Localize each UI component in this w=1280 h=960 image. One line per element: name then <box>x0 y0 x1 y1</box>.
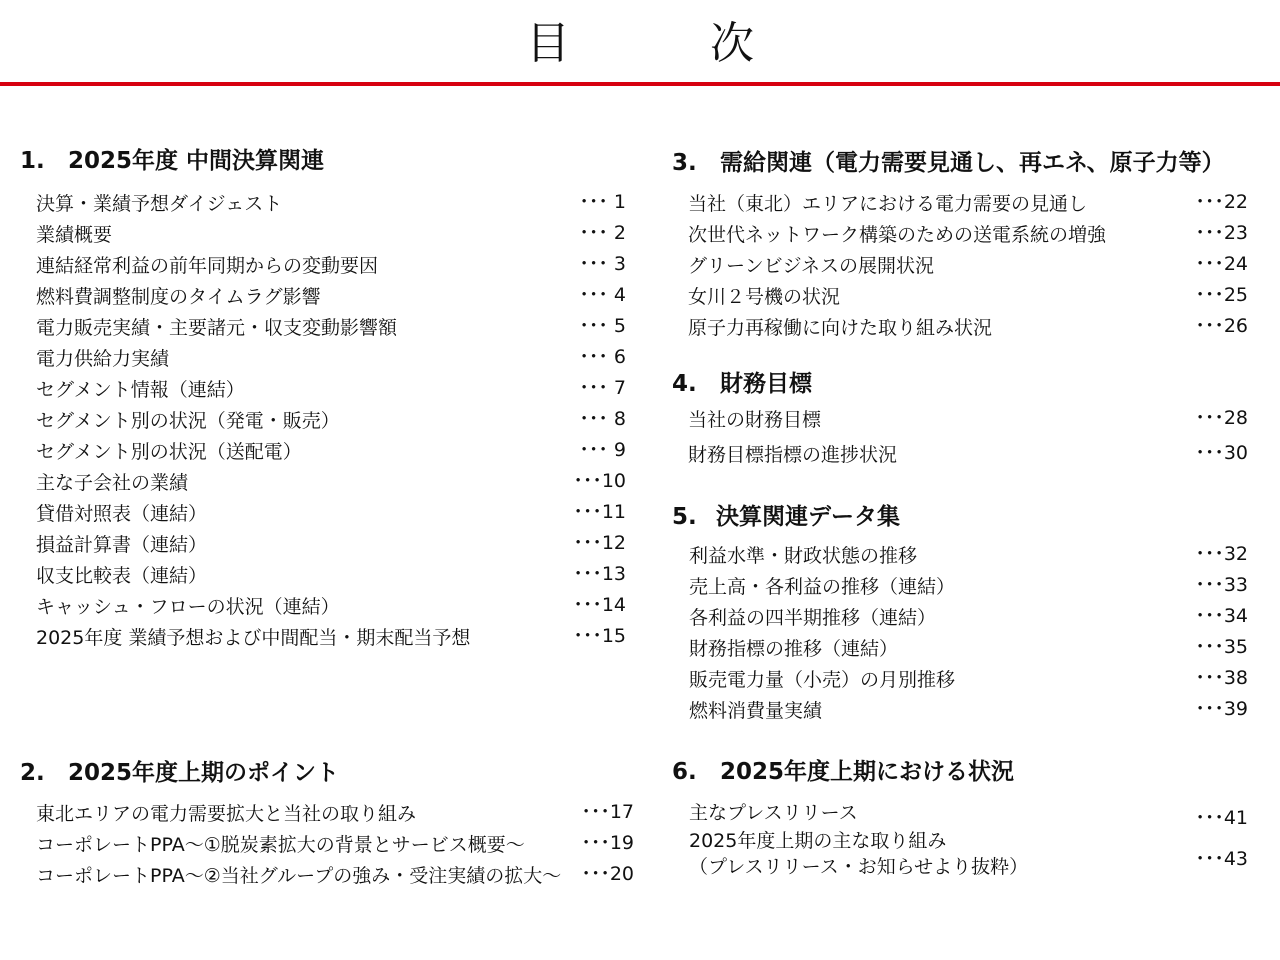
toc-entry[interactable] <box>688 220 1248 251</box>
toc-entry[interactable] <box>689 800 1248 828</box>
toc-entry-label: 燃料消費量実績 <box>689 700 823 722</box>
toc-entry[interactable] <box>36 623 626 654</box>
toc-entry[interactable] <box>689 828 1248 882</box>
section-title: 財務目標 <box>720 371 812 397</box>
toc-entry-page: ･･･19 <box>581 832 634 854</box>
toc-entry-page: ･･･ 5 <box>579 315 626 337</box>
toc-entry-label: 販売電力量（小売）の月別推移 <box>689 669 956 691</box>
toc-entry[interactable] <box>36 251 626 282</box>
toc-entry-page: ･･･12 <box>573 532 626 554</box>
toc-entry-label: 当社（東北）エリアにおける電力需要の見通し <box>688 193 1088 215</box>
toc-entry-page: ･･･24 <box>1195 253 1248 275</box>
toc-entry[interactable] <box>36 344 626 375</box>
section-number: 3. <box>672 150 697 176</box>
toc-entry-label: セグメント別の状況（送配電） <box>36 441 302 463</box>
toc-entry-page: ･･･11 <box>573 501 626 523</box>
toc-entry-label: 収支比較表（連結） <box>36 565 208 587</box>
toc-entry-page: ･･･34 <box>1195 605 1248 627</box>
section-heading-3 <box>672 148 1225 178</box>
section-heading-2 <box>20 758 339 788</box>
toc-entry-label: 財務指標の推移（連結） <box>689 638 899 660</box>
toc-entry[interactable] <box>689 665 1248 696</box>
toc-entry-page: ･･･ 8 <box>579 408 626 430</box>
toc-entry[interactable] <box>36 530 626 561</box>
section-heading-6 <box>672 757 1014 787</box>
section-number: 2. <box>20 760 45 786</box>
section-items-2 <box>36 799 634 892</box>
toc-entry[interactable] <box>36 189 626 220</box>
toc-entry[interactable] <box>36 313 626 344</box>
title-divider <box>0 82 1280 86</box>
toc-entry-page: ･･･26 <box>1195 315 1248 337</box>
toc-entry-page: ･･･41 <box>1195 807 1248 829</box>
toc-entry-page: ･･･ 9 <box>579 439 626 461</box>
section-number: 1. <box>20 148 45 174</box>
toc-entry-page: ･･･10 <box>573 470 626 492</box>
section-number: 6. <box>672 759 697 785</box>
toc-entry[interactable] <box>36 830 634 861</box>
toc-entry-label: 売上高・各利益の推移（連結） <box>689 576 956 598</box>
toc-entry-label: 2025年度上期の主な取り組み （プレスリリース・お知らせより抜粋） <box>689 830 1029 878</box>
toc-entry-label: キャッシュ・フローの状況（連結） <box>36 596 340 618</box>
toc-entry-label: 東北エリアの電力需要拡大と当社の取り組み <box>36 803 417 825</box>
toc-entry-page: ･･･32 <box>1195 543 1248 565</box>
toc-entry-page: ･･･38 <box>1195 667 1248 689</box>
toc-entry[interactable] <box>36 799 634 830</box>
toc-entry-label: セグメント別の状況（発電・販売） <box>36 410 340 432</box>
toc-entry-label: セグメント情報（連結） <box>36 379 245 401</box>
toc-entry[interactable] <box>36 220 626 251</box>
toc-entry-page: ･･･17 <box>581 801 634 823</box>
section-title: 2025年度上期のポイント <box>68 760 340 786</box>
toc-entry-page: ･･･ 3 <box>579 253 626 275</box>
section-title: 2025年度 中間決算関連 <box>68 148 325 174</box>
toc-entry[interactable] <box>689 634 1248 665</box>
section-heading-5 <box>672 502 900 532</box>
toc-entry-page: ･･･ 7 <box>579 377 626 399</box>
toc-entry-label: 決算・業績予想ダイジェスト <box>36 193 283 215</box>
section-items-3 <box>688 189 1248 344</box>
toc-entry-label: 電力販売実績・主要諸元・収支変動影響額 <box>36 317 398 339</box>
toc-entry[interactable] <box>36 468 626 499</box>
section-number: 4. <box>672 371 697 397</box>
toc-entry[interactable] <box>688 251 1248 282</box>
toc-entry[interactable] <box>36 406 626 437</box>
toc-entry-label: 各利益の四半期推移（連結） <box>689 607 937 629</box>
toc-entry-label: 主なプレスリリース <box>689 802 858 824</box>
toc-entry-label: コーポレートPPA～②当社グループの強み・受注実績の拡大～ <box>36 865 562 887</box>
toc-entry-label: コーポレートPPA～①脱炭素拡大の背景とサービス概要～ <box>36 834 525 856</box>
toc-entry-page: ･･･22 <box>1195 191 1248 213</box>
toc-entry[interactable] <box>36 592 626 623</box>
page-title: 目 次 <box>526 18 802 69</box>
toc-entry-page: ･･･23 <box>1195 222 1248 244</box>
toc-entry-page: ･･･20 <box>581 863 634 885</box>
section-items-1 <box>36 189 626 654</box>
toc-entry-label: 業績概要 <box>36 224 113 246</box>
toc-entry-label: 2025年度 業績予想および中間配当・期末配当予想 <box>36 627 471 649</box>
toc-entry-page: ･･･14 <box>573 594 626 616</box>
toc-entry-label: 主な子会社の業績 <box>36 472 189 494</box>
toc-entry-page: ･･･15 <box>573 625 626 647</box>
toc-entry-page: ･･･25 <box>1195 284 1248 306</box>
toc-entry[interactable] <box>36 561 626 592</box>
section-items-5 <box>689 541 1248 727</box>
toc-entry-label: 電力供給力実績 <box>36 348 170 370</box>
section-heading-4 <box>672 369 812 399</box>
toc-entry[interactable] <box>688 440 1248 471</box>
section-title: 決算関連データ集 <box>716 504 900 530</box>
toc-entry-label: 利益水準・財政状態の推移 <box>689 545 918 567</box>
toc-entry[interactable] <box>689 541 1248 572</box>
toc-entry[interactable] <box>688 405 1248 440</box>
toc-entry-label: 財務目標指標の進捗状況 <box>688 444 898 466</box>
section-title: 2025年度上期における状況 <box>720 759 1015 785</box>
section-number: 5. <box>672 504 697 530</box>
toc-entry-page: ･･･28 <box>1195 407 1248 429</box>
toc-entry-page: ･･･13 <box>573 563 626 585</box>
section-heading-1 <box>20 146 324 176</box>
toc-entry[interactable] <box>36 282 626 313</box>
toc-entry-page: ･･･35 <box>1195 636 1248 658</box>
toc-entry[interactable] <box>688 313 1248 344</box>
toc-entry-label: 女川２号機の状況 <box>688 286 841 308</box>
toc-entry-label: 当社の財務目標 <box>688 409 822 431</box>
toc-entry[interactable] <box>688 189 1248 220</box>
toc-entry[interactable] <box>689 696 1248 727</box>
toc-entry[interactable] <box>36 499 626 530</box>
toc-entry-label: 燃料費調整制度のタイムラグ影響 <box>36 286 321 308</box>
toc-entry[interactable] <box>36 861 634 892</box>
toc-entry-page: ･･･43 <box>1195 848 1248 870</box>
section-items-4 <box>688 405 1248 471</box>
toc-entry-page: ･･･ 4 <box>579 284 626 306</box>
toc-entry[interactable] <box>689 572 1248 603</box>
section-items-6 <box>689 800 1248 882</box>
section-title: 需給関連（電力需要見通し、再エネ、原子力等） <box>720 150 1225 176</box>
toc-entry-page: ･･･ 6 <box>579 346 626 368</box>
toc-entry-label: 次世代ネットワーク構築のための送電系統の増強 <box>688 224 1107 246</box>
toc-entry-label: 貸借対照表（連結） <box>36 503 208 525</box>
toc-entry-page: ･･･33 <box>1195 574 1248 596</box>
toc-entry-page: ･･･30 <box>1195 442 1248 464</box>
toc-entry-page: ･･･ 2 <box>579 222 626 244</box>
toc-entry-label: 原子力再稼働に向けた取り組み状況 <box>688 317 993 339</box>
toc-entry-label: 連結経常利益の前年同期からの変動要因 <box>36 255 379 277</box>
toc-entry-page: ･･･ 1 <box>579 191 626 213</box>
toc-entry[interactable] <box>36 375 626 406</box>
toc-entry-label: 損益計算書（連結） <box>36 534 208 556</box>
toc-entry-label: グリーンビジネスの展開状況 <box>688 255 935 277</box>
toc-entry[interactable] <box>688 282 1248 313</box>
toc-entry[interactable] <box>689 603 1248 634</box>
toc-entry-page: ･･･39 <box>1195 698 1248 720</box>
toc-entry[interactable] <box>36 437 626 468</box>
